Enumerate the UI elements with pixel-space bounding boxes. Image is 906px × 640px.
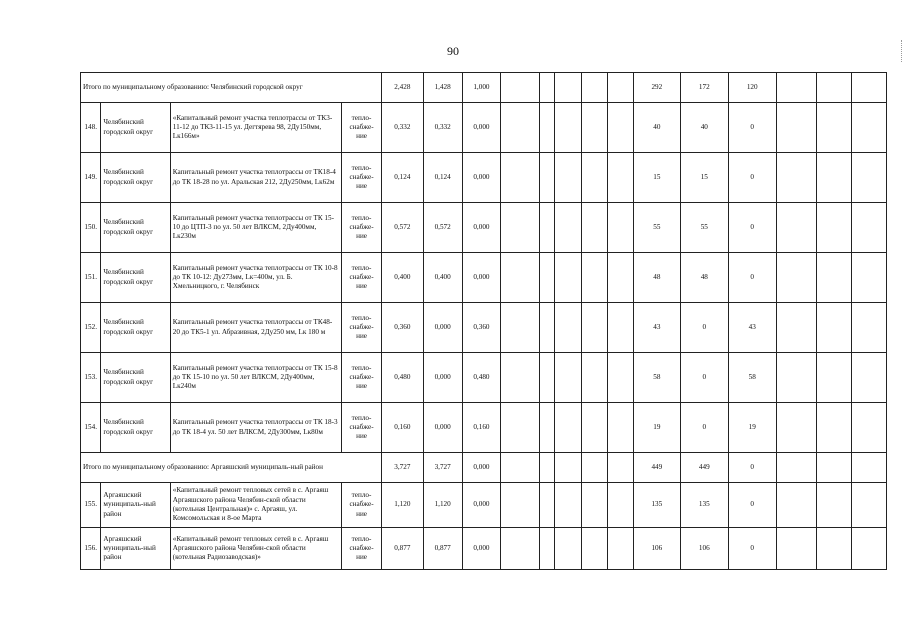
empty-cell	[817, 253, 852, 303]
value-3: 0,000	[462, 528, 501, 570]
empty-cell	[501, 353, 540, 403]
project-description: Капитальный ремонт участка теплотрассы от ТК 18-3 до ТК 18-4 ул. 50 лет ВЛКСМ, 2Ду300мм, Lк80м	[170, 403, 341, 453]
total-value-2: 3,727	[423, 453, 462, 483]
total-cost-1: 292	[633, 73, 680, 103]
cost-2: 135	[680, 483, 728, 528]
empty-cell	[817, 203, 852, 253]
empty-cell	[581, 353, 608, 403]
empty-cell	[608, 403, 634, 453]
empty-cell	[817, 153, 852, 203]
total-row	[81, 453, 887, 483]
empty-cell	[608, 303, 634, 353]
cost-2: 0	[680, 403, 728, 453]
empty-cell	[776, 73, 817, 103]
empty-cell	[555, 303, 582, 353]
row-number: 155.	[81, 483, 101, 528]
empty-cell	[540, 73, 555, 103]
empty-cell	[581, 403, 608, 453]
empty-cell	[501, 483, 540, 528]
value-2: 1,120	[423, 483, 462, 528]
cost-1: 135	[633, 483, 680, 528]
empty-cell	[581, 203, 608, 253]
total-row	[81, 73, 887, 103]
table-row	[81, 253, 887, 303]
empty-cell	[817, 528, 852, 570]
empty-cell	[776, 528, 817, 570]
value-2: 0,000	[423, 303, 462, 353]
municipality: Челябинский городской округ	[101, 103, 170, 153]
value-2: 0,124	[423, 153, 462, 203]
table-row	[81, 153, 887, 203]
empty-cell	[581, 153, 608, 203]
municipality: Челябинский городской округ	[101, 203, 170, 253]
empty-cell	[581, 528, 608, 570]
value-3: 0,480	[462, 353, 501, 403]
empty-cell	[581, 453, 608, 483]
cost-1: 55	[633, 203, 680, 253]
cost-1: 106	[633, 528, 680, 570]
total-cost-1: 449	[633, 453, 680, 483]
empty-cell	[852, 483, 887, 528]
empty-cell	[776, 203, 817, 253]
municipality: Челябинский городской округ	[101, 353, 170, 403]
cost-2: 55	[680, 203, 728, 253]
value-2: 0,572	[423, 203, 462, 253]
project-description: «Капитальный ремонт тепловых сетей в с. Аргаяш Аргаяшского района Челябин-ской области (котельная Центральная)» с. Аргаяш, ул. Комсомольская и 8-ое Марта	[170, 483, 341, 528]
cost-3: 0	[728, 103, 776, 153]
empty-cell	[852, 153, 887, 203]
row-number: 148.	[81, 103, 101, 153]
empty-cell	[540, 528, 555, 570]
project-description: Капитальный ремонт участка теплотрассы от ТК 15-8 до ТК 15-10 по ул. 50 лет ВЛКСМ, 2Ду400мм, Lк240м	[170, 353, 341, 403]
total-value-3: 0,000	[462, 453, 501, 483]
cost-1: 58	[633, 353, 680, 403]
empty-cell	[817, 303, 852, 353]
empty-cell	[555, 528, 582, 570]
empty-cell	[581, 483, 608, 528]
value-1: 0,877	[381, 528, 423, 570]
empty-cell	[852, 453, 887, 483]
total-value-1: 2,428	[381, 73, 423, 103]
empty-cell	[817, 453, 852, 483]
empty-cell	[852, 203, 887, 253]
cost-3: 43	[728, 303, 776, 353]
empty-cell	[608, 528, 634, 570]
cost-2: 40	[680, 103, 728, 153]
table-row	[81, 403, 887, 453]
cost-2: 0	[680, 353, 728, 403]
empty-cell	[776, 483, 817, 528]
table-row	[81, 483, 887, 528]
empty-cell	[817, 353, 852, 403]
empty-cell	[776, 153, 817, 203]
table-row	[81, 528, 887, 570]
total-value-1: 3,727	[381, 453, 423, 483]
table-row	[81, 303, 887, 353]
empty-cell	[540, 253, 555, 303]
cost-3: 19	[728, 403, 776, 453]
total-label: Итого по муниципальному образованию: Челябинский городской округ	[81, 73, 382, 103]
cost-3: 0	[728, 483, 776, 528]
program-table	[80, 72, 887, 570]
value-3: 0,360	[462, 303, 501, 353]
total-value-3: 1,000	[462, 73, 501, 103]
empty-cell	[776, 103, 817, 153]
empty-cell	[501, 73, 540, 103]
empty-cell	[817, 483, 852, 528]
empty-cell	[540, 453, 555, 483]
utility-type: тепло-снабже-ние	[342, 103, 382, 153]
municipality: Челябинский городской округ	[101, 153, 170, 203]
row-number: 152.	[81, 303, 101, 353]
cost-3: 0	[728, 253, 776, 303]
empty-cell	[608, 253, 634, 303]
empty-cell	[555, 103, 582, 153]
cost-2: 48	[680, 253, 728, 303]
empty-cell	[501, 403, 540, 453]
empty-cell	[776, 353, 817, 403]
empty-cell	[540, 103, 555, 153]
value-3: 0,000	[462, 253, 501, 303]
project-description: Капитальный ремонт участка теплотрассы от ТК18-4 до ТК 18-28 по ул. Аральская 212, 2Ду250мм, Lк62м	[170, 153, 341, 203]
empty-cell	[581, 73, 608, 103]
municipality: Челябинский городской округ	[101, 403, 170, 453]
total-label: Итого по муниципальному образованию: Аргаяшский муниципаль-ный район	[81, 453, 382, 483]
utility-type: тепло-снабже-ние	[342, 303, 382, 353]
project-description: Капитальный ремонт участка теплотрассы от ТК 15-10 до ЦТП-3 по ул. 50 лет ВЛКСМ, 2Ду400мм, Lк230м	[170, 203, 341, 253]
table-row	[81, 203, 887, 253]
value-1: 0,124	[381, 153, 423, 203]
empty-cell	[540, 203, 555, 253]
cost-2: 106	[680, 528, 728, 570]
value-2: 0,877	[423, 528, 462, 570]
empty-cell	[817, 103, 852, 153]
total-cost-2: 172	[680, 73, 728, 103]
project-description: «Капитальный ремонт тепловых сетей в с. Аргаяш Аргаяшского района Челябин-ской области (котельная Радиозаводская)»	[170, 528, 341, 570]
value-3: 0,000	[462, 203, 501, 253]
row-number: 150.	[81, 203, 101, 253]
cost-3: 0	[728, 203, 776, 253]
empty-cell	[540, 353, 555, 403]
value-3: 0,160	[462, 403, 501, 453]
utility-type: тепло-снабже-ние	[342, 483, 382, 528]
empty-cell	[555, 253, 582, 303]
project-description: Капитальный ремонт участка теплотрассы от ТК 10-8 до ТК 10-12: Ду273мм, Lк=400м, ул. Б. Хмельницкого, г. Челябинск	[170, 253, 341, 303]
utility-type: тепло-снабже-ние	[342, 203, 382, 253]
cost-2: 15	[680, 153, 728, 203]
total-value-2: 1,428	[423, 73, 462, 103]
empty-cell	[540, 403, 555, 453]
empty-cell	[540, 483, 555, 528]
empty-cell	[608, 453, 634, 483]
utility-type: тепло-снабже-ние	[342, 253, 382, 303]
empty-cell	[501, 153, 540, 203]
total-cost-2: 449	[680, 453, 728, 483]
empty-cell	[501, 303, 540, 353]
municipality: Челябинский городской округ	[101, 303, 170, 353]
empty-cell	[776, 453, 817, 483]
empty-cell	[555, 353, 582, 403]
empty-cell	[608, 73, 634, 103]
utility-type: тепло-снабже-ние	[342, 528, 382, 570]
empty-cell	[555, 73, 582, 103]
empty-cell	[501, 453, 540, 483]
table-row	[81, 353, 887, 403]
utility-type: тепло-снабже-ние	[342, 353, 382, 403]
value-1: 0,572	[381, 203, 423, 253]
value-2: 0,332	[423, 103, 462, 153]
utility-type: тепло-снабже-ние	[342, 153, 382, 203]
empty-cell	[501, 253, 540, 303]
project-description: «Капитальный ремонт участка теплотрассы от ТК3-11-12 до ТК3-11-15 ул. Дегтярева 98, 2Ду150мм, Lк166м»	[170, 103, 341, 153]
empty-cell	[608, 153, 634, 203]
cost-1: 40	[633, 103, 680, 153]
empty-cell	[776, 253, 817, 303]
empty-cell	[501, 528, 540, 570]
empty-cell	[852, 73, 887, 103]
empty-cell	[581, 103, 608, 153]
empty-cell	[852, 528, 887, 570]
value-2: 0,000	[423, 353, 462, 403]
empty-cell	[501, 103, 540, 153]
empty-cell	[555, 403, 582, 453]
empty-cell	[540, 303, 555, 353]
cost-1: 15	[633, 153, 680, 203]
cost-1: 43	[633, 303, 680, 353]
empty-cell	[852, 353, 887, 403]
empty-cell	[776, 303, 817, 353]
value-3: 0,000	[462, 103, 501, 153]
empty-cell	[608, 203, 634, 253]
empty-cell	[852, 253, 887, 303]
empty-cell	[817, 403, 852, 453]
total-cost-3: 120	[728, 73, 776, 103]
cost-3: 58	[728, 353, 776, 403]
empty-cell	[852, 303, 887, 353]
row-number: 156.	[81, 528, 101, 570]
empty-cell	[817, 73, 852, 103]
value-1: 0,332	[381, 103, 423, 153]
project-description: Капитальный ремонт участка теплотрассы от ТК48-20 до ТК5-1 ул. Абразивная, 2Ду250 мм, Lк 180 м	[170, 303, 341, 353]
empty-cell	[581, 303, 608, 353]
municipality: Аргаяшский муниципаль-ный район	[101, 528, 170, 570]
row-number: 149.	[81, 153, 101, 203]
empty-cell	[555, 483, 582, 528]
municipality: Аргаяшский муниципаль-ный район	[101, 483, 170, 528]
empty-cell	[555, 203, 582, 253]
value-1: 0,400	[381, 253, 423, 303]
utility-type: тепло-снабже-ние	[342, 403, 382, 453]
value-3: 0,000	[462, 483, 501, 528]
empty-cell	[540, 153, 555, 203]
municipality: Челябинский городской округ	[101, 253, 170, 303]
table-row	[81, 103, 887, 153]
cost-2: 0	[680, 303, 728, 353]
empty-cell	[776, 403, 817, 453]
value-1: 0,160	[381, 403, 423, 453]
empty-cell	[852, 403, 887, 453]
page-edge-mark	[891, 40, 902, 62]
empty-cell	[581, 253, 608, 303]
cost-1: 48	[633, 253, 680, 303]
value-2: 0,000	[423, 403, 462, 453]
empty-cell	[555, 453, 582, 483]
cost-3: 0	[728, 528, 776, 570]
cost-1: 19	[633, 403, 680, 453]
empty-cell	[555, 153, 582, 203]
empty-cell	[501, 203, 540, 253]
empty-cell	[852, 103, 887, 153]
value-1: 1,120	[381, 483, 423, 528]
empty-cell	[608, 103, 634, 153]
value-1: 0,480	[381, 353, 423, 403]
page-number: 90	[447, 44, 459, 58]
value-3: 0,000	[462, 153, 501, 203]
row-number: 154.	[81, 403, 101, 453]
total-cost-3: 0	[728, 453, 776, 483]
value-1: 0,360	[381, 303, 423, 353]
empty-cell	[608, 353, 634, 403]
cost-3: 0	[728, 153, 776, 203]
value-2: 0,400	[423, 253, 462, 303]
row-number: 153.	[81, 353, 101, 403]
row-number: 151.	[81, 253, 101, 303]
empty-cell	[608, 483, 634, 528]
